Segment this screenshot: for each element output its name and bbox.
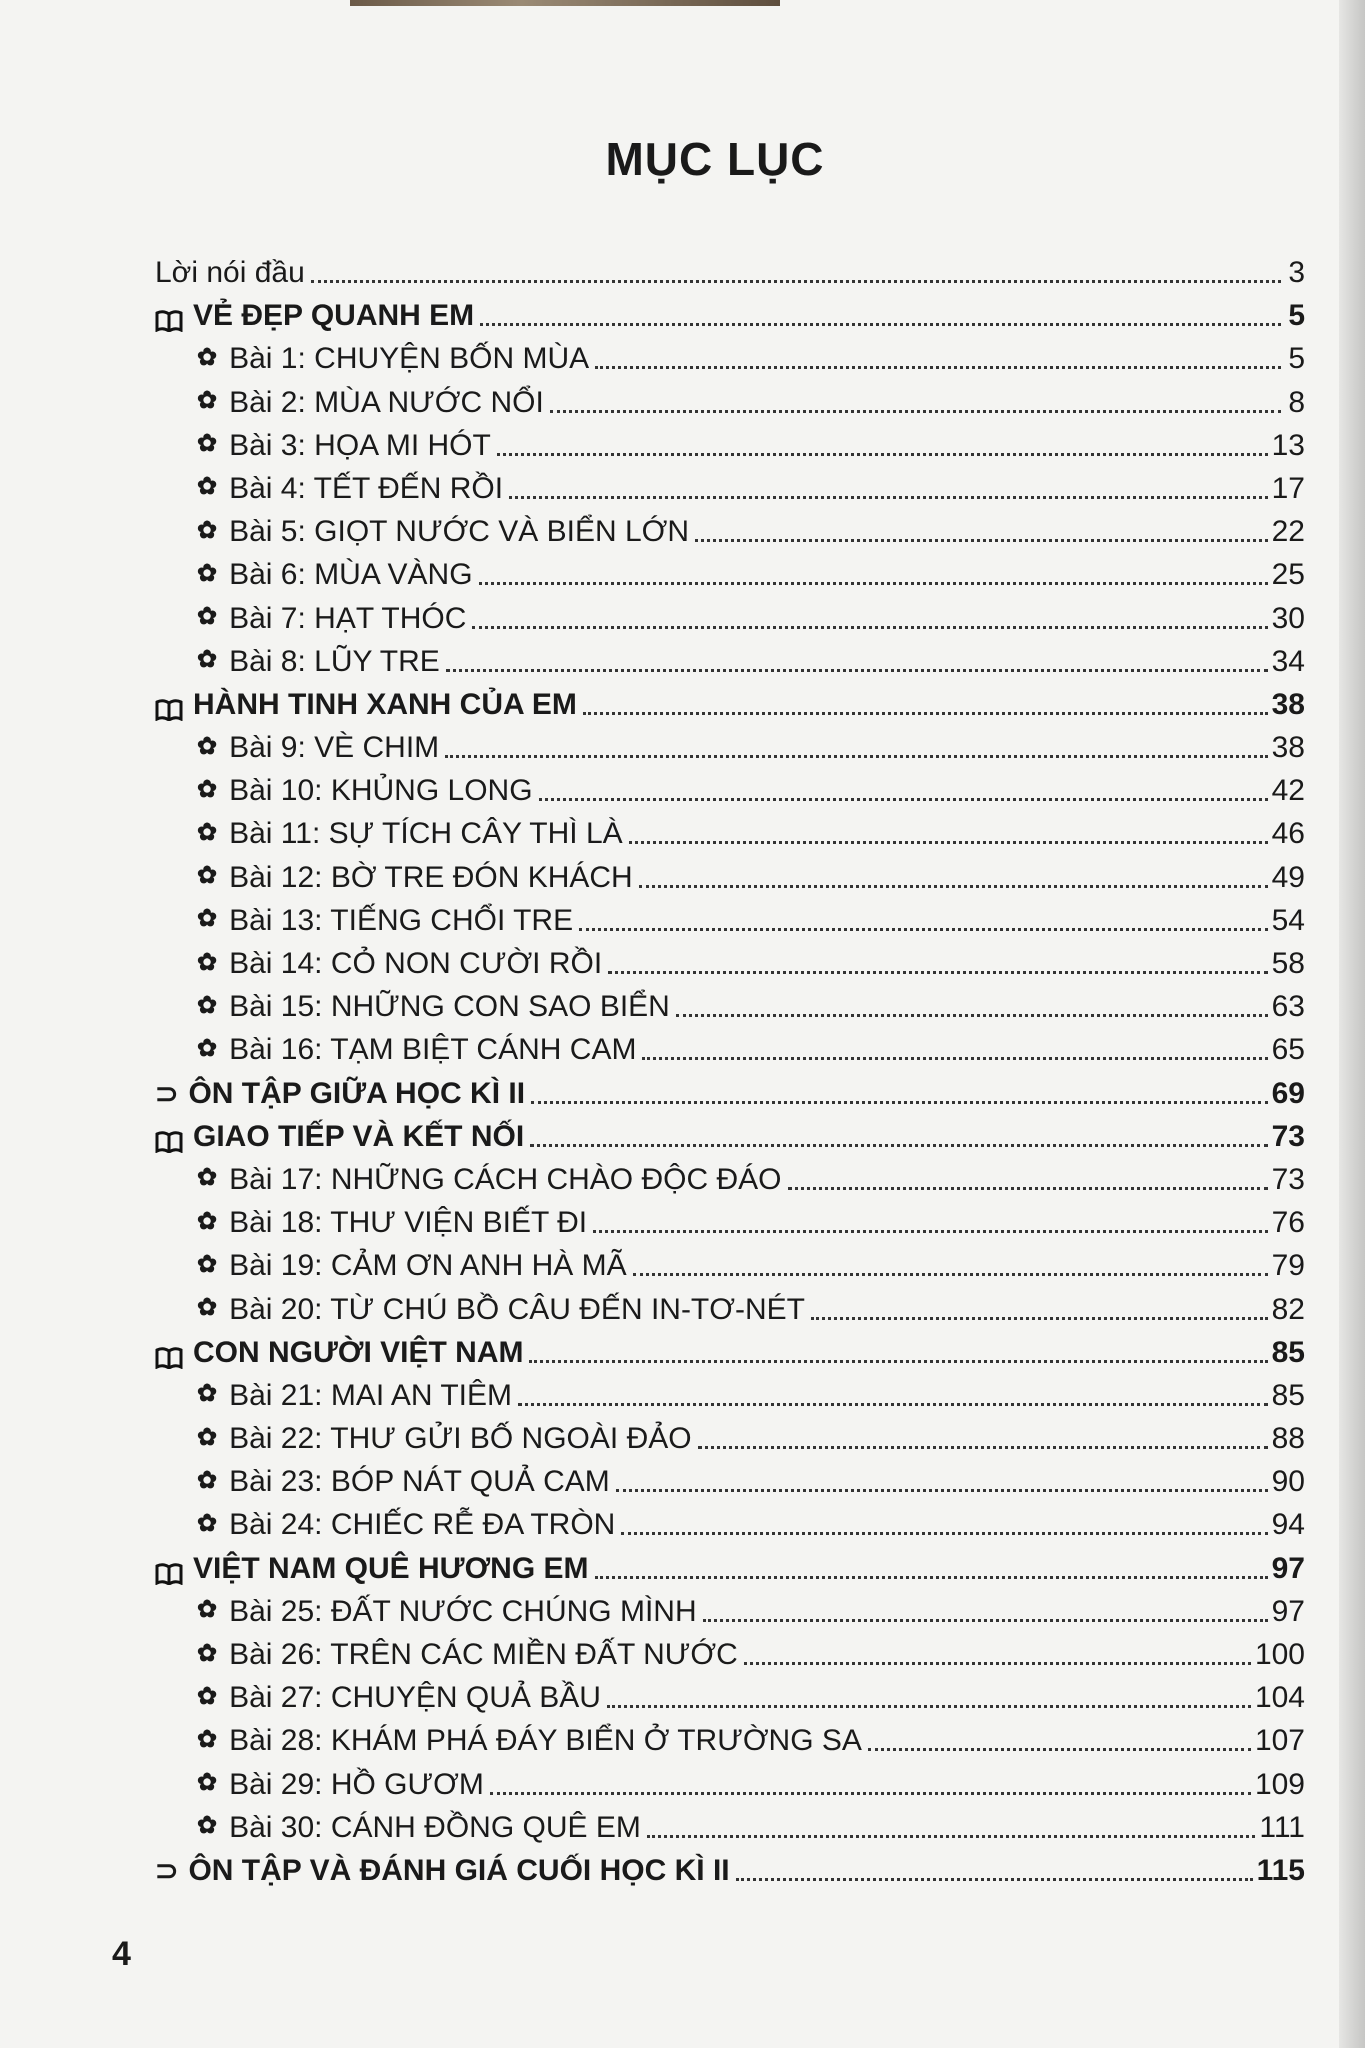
toc-entry-label: Bài 3: HỌA MI HÓT	[229, 428, 491, 462]
toc-page-number: 42	[1271, 774, 1305, 808]
toc-entry	[197, 817, 623, 851]
dot-leader	[868, 1748, 1251, 1751]
flower-icon: ✿	[197, 1769, 218, 1797]
toc-entry-label: Bài 27: CHUYỆN QUẢ BẦU	[229, 1681, 601, 1715]
dot-leader	[529, 1360, 1267, 1363]
toc-page-number: 3	[1288, 256, 1305, 289]
flower-icon: ✿	[197, 430, 218, 458]
flower-icon: ✿	[197, 732, 218, 760]
flower-icon: ✿	[197, 1294, 218, 1321]
toc-entry	[197, 1638, 738, 1672]
dot-leader	[583, 712, 1268, 715]
book-icon	[155, 695, 183, 717]
dot-leader	[633, 1273, 1268, 1276]
flower-icon: ✿	[197, 775, 218, 803]
flower-icon: ✿	[197, 1250, 218, 1278]
dot-leader	[497, 453, 1268, 456]
table-of-contents	[155, 222, 1305, 1888]
toc-row-lesson	[155, 1370, 1305, 1413]
flower-icon: ✿	[197, 603, 218, 630]
toc-page-number: 5	[1288, 342, 1305, 376]
toc-entry-label: Bài 19: CẢM ƠN ANH HÀ MÃ	[229, 1249, 627, 1283]
dot-leader	[607, 1705, 1251, 1708]
toc-row-lesson	[155, 1758, 1305, 1801]
toc-row-lesson	[155, 895, 1305, 938]
toc-row-lesson	[155, 938, 1305, 981]
toc-entry	[197, 1163, 782, 1197]
toc-entry-label: Bài 20: TỪ CHÚ BỒ CÂU ĐẾN IN-TƠ-NÉT	[229, 1292, 805, 1326]
toc-entry-label: Lời nói đầu	[155, 256, 305, 289]
book-icon	[155, 1559, 183, 1581]
toc-entry-label: Bài 30: CÁNH ĐỒNG QUÊ EM	[229, 1810, 641, 1844]
flower-icon: ✿	[197, 1596, 218, 1624]
toc-entry-label: Bài 24: CHIẾC RỄ ĐA TRÒN	[229, 1508, 616, 1542]
toc-entry-label: Bài 7: HẠT THÓC	[229, 601, 467, 635]
toc-page-number: 58	[1271, 947, 1305, 980]
flower-icon: ✿	[197, 516, 218, 544]
flower-icon: ✿	[197, 862, 218, 890]
toc-entry-label: Bài 10: KHỦNG LONG	[229, 774, 533, 808]
dot-leader	[509, 496, 1268, 499]
toc-entry	[197, 1595, 697, 1629]
dot-leader	[642, 1057, 1267, 1060]
toc-page-number: 85	[1271, 1335, 1305, 1369]
toc-entry-label: Bài 15: NHỮNG CON SAO BIỂN	[229, 990, 670, 1024]
toc-page-number: 69	[1271, 1076, 1305, 1110]
flower-icon: ✿	[197, 473, 218, 501]
toc-entry-label: Bài 14: CỎ NON CƯỜI RỒI	[229, 947, 603, 980]
toc-row-lesson	[155, 420, 1305, 463]
flower-icon: ✿	[197, 1423, 218, 1451]
toc-entry	[197, 904, 573, 938]
arrow-icon: ⊃	[155, 1078, 179, 1110]
toc-entry	[155, 1120, 524, 1154]
toc-entry-label: Bài 9: VÈ CHIM	[229, 731, 440, 765]
toc-entry	[197, 731, 439, 765]
toc-entry	[197, 342, 589, 376]
toc-entry	[197, 472, 503, 506]
toc-entry-label: Bài 23: BÓP NÁT QUẢ CAM	[229, 1465, 610, 1499]
toc-page-number: 49	[1271, 860, 1305, 894]
toc-page-number: 22	[1271, 515, 1305, 549]
toc-row-lesson	[155, 1283, 1305, 1326]
toc-page-number: 34	[1271, 644, 1305, 678]
flower-icon: ✿	[197, 1466, 218, 1494]
toc-page-number: 25	[1271, 558, 1305, 592]
toc-page-number: 107	[1254, 1724, 1305, 1758]
flower-icon: ✿	[197, 818, 218, 846]
flower-icon: ✿	[197, 1639, 218, 1667]
dot-leader	[550, 410, 1281, 413]
toc-entry	[197, 645, 440, 679]
dot-leader	[698, 1446, 1268, 1449]
toc-entry	[197, 1811, 641, 1845]
dot-leader	[518, 1403, 1268, 1406]
toc-page-number: 104	[1254, 1681, 1305, 1715]
flower-icon: ✿	[197, 1380, 218, 1408]
toc-page-number: 17	[1271, 471, 1305, 505]
dot-leader	[445, 755, 1267, 758]
toc-row-lesson	[155, 592, 1305, 635]
toc-row-lesson	[155, 722, 1305, 765]
dot-leader	[647, 1835, 1256, 1838]
dot-leader	[703, 1619, 1268, 1622]
toc-entry	[197, 1379, 512, 1413]
toc-entry-label: Bài 26: TRÊN CÁC MIỀN ĐẤT NƯỚC	[229, 1638, 738, 1671]
flower-icon: ✿	[197, 1207, 218, 1235]
toc-entry	[197, 429, 491, 463]
toc-row-lesson	[155, 1024, 1305, 1067]
toc-entry	[197, 515, 689, 549]
book-icon	[155, 306, 183, 328]
toc-row-lesson	[155, 636, 1305, 679]
toc-page-number: 54	[1271, 903, 1305, 937]
toc-page-number: 76	[1271, 1206, 1305, 1240]
toc-entry-label: Bài 6: MÙA VÀNG	[229, 558, 473, 592]
toc-entry-label: ÔN TẬP GIỮA HỌC KÌ II	[188, 1076, 526, 1110]
toc-row-lesson	[155, 1456, 1305, 1499]
toc-entry-label: Bài 1: CHUYỆN BỐN MÙA	[229, 342, 590, 376]
toc-entry-label: Bài 2: MÙA NƯỚC NỔI	[229, 385, 544, 419]
toc-entry	[197, 1508, 615, 1542]
dot-leader	[788, 1187, 1268, 1190]
toc-entry-label: GIAO TIẾP VÀ KẾT NỐI	[193, 1119, 525, 1153]
dot-leader	[736, 1878, 1253, 1881]
dot-leader	[616, 1489, 1268, 1492]
toc-entry-label: Bài 4: TẾT ĐẾN RỒI	[229, 471, 504, 505]
toc-entry	[197, 1422, 692, 1456]
toc-row-section	[155, 679, 1305, 722]
toc-page-number: 63	[1271, 990, 1305, 1024]
toc-page-number: 90	[1271, 1465, 1305, 1499]
toc-entry	[197, 1465, 610, 1499]
toc-page-number: 73	[1271, 1162, 1305, 1196]
toc-row-lesson	[155, 851, 1305, 894]
toc-entry	[197, 1293, 805, 1327]
dot-leader	[608, 971, 1267, 974]
book-icon	[155, 1343, 183, 1365]
dot-leader	[311, 280, 1281, 283]
toc-entry-label: HÀNH TINH XANH CỦA EM	[193, 687, 577, 721]
toc-page-number: 97	[1271, 1551, 1305, 1585]
toc-page-number: 82	[1271, 1292, 1305, 1326]
toc-entry	[155, 1854, 730, 1888]
toc-page-number: 79	[1271, 1249, 1305, 1283]
dot-leader	[539, 798, 1268, 801]
toc-row-lesson	[155, 1240, 1305, 1283]
toc-entry	[197, 1249, 627, 1283]
dot-leader	[490, 1792, 1251, 1795]
flower-icon: ✿	[197, 991, 218, 1019]
toc-page-number: 85	[1271, 1378, 1305, 1412]
toc-entry-label: Bài 28: KHÁM PHÁ ĐÁY BIỂN Ở TRƯỜNG SA	[229, 1724, 862, 1758]
toc-row-section	[155, 290, 1305, 333]
toc-page-number: 8	[1288, 385, 1305, 419]
toc-row-lesson	[155, 1802, 1305, 1845]
toc-entry	[197, 558, 473, 592]
dot-leader	[639, 885, 1268, 888]
toc-entry-label: ÔN TẬP VÀ ĐÁNH GIÁ CUỐI HỌC KÌ II	[188, 1853, 730, 1887]
toc-entry-label: VẺ ĐẸP QUANH EM	[193, 299, 475, 333]
flower-icon: ✿	[197, 1509, 218, 1537]
toc-entry	[197, 774, 533, 808]
toc-row-lesson	[155, 1499, 1305, 1542]
flower-icon: ✿	[197, 1682, 218, 1710]
toc-page-number: 97	[1271, 1594, 1305, 1628]
toc-entry	[197, 1033, 636, 1067]
toc-row-lesson	[155, 1586, 1305, 1629]
toc-entry	[197, 990, 670, 1024]
flower-icon: ✿	[197, 905, 218, 933]
dot-leader	[676, 1014, 1268, 1017]
page-number: 4	[112, 1935, 131, 1973]
flower-icon: ✿	[197, 343, 218, 371]
toc-entry	[197, 1768, 484, 1802]
page-title: MỤC LỤC	[605, 133, 825, 185]
toc-entry-label: Bài 8: LŨY TRE	[229, 644, 440, 678]
toc-page-number: 94	[1271, 1508, 1305, 1542]
toc-entry-label: Bài 29: HỒ GƯƠM	[229, 1767, 484, 1801]
toc-page-number: 65	[1271, 1033, 1305, 1067]
toc-row-lesson	[155, 1715, 1305, 1758]
flower-icon: ✿	[197, 387, 218, 415]
toc-entry	[197, 1206, 587, 1240]
toc-row-lesson	[155, 1154, 1305, 1197]
toc-row-lesson	[155, 333, 1305, 376]
toc-entry	[155, 1336, 523, 1370]
dot-leader	[531, 1101, 1268, 1104]
toc-entry	[155, 688, 577, 722]
toc-row-section	[155, 1067, 1305, 1110]
dot-leader	[530, 1144, 1267, 1147]
dot-leader	[629, 841, 1268, 844]
toc-page-number: 73	[1271, 1119, 1305, 1153]
toc-page-number: 109	[1254, 1767, 1305, 1801]
toc-entry-label: Bài 18: THƯ VIỆN BIẾT ĐI	[229, 1206, 588, 1240]
toc-entry-label: Bài 12: BỜ TRE ĐÓN KHÁCH	[229, 860, 633, 894]
dot-leader	[579, 928, 1268, 931]
toc-entry	[155, 299, 474, 333]
toc-entry-label: CON NGƯỜI VIỆT NAM	[193, 1335, 524, 1369]
flower-icon: ✿	[197, 1164, 218, 1192]
toc-row-lesson	[155, 506, 1305, 549]
toc-row-lesson	[155, 765, 1305, 808]
toc-row-lesson	[155, 1413, 1305, 1456]
toc-page-number: 13	[1271, 428, 1305, 462]
toc-entry	[197, 386, 544, 420]
toc-entry-label: Bài 16: TẠM BIỆT CÁNH CAM	[229, 1033, 637, 1067]
toc-row-lesson	[155, 1629, 1305, 1672]
dot-leader	[479, 582, 1268, 585]
toc-page-number: 88	[1271, 1422, 1305, 1456]
toc-entry-label: Bài 11: SỰ TÍCH CÂY THÌ LÀ	[229, 817, 623, 851]
toc-entry	[197, 602, 466, 636]
toc-entry	[197, 1724, 862, 1758]
flower-icon: ✿	[197, 646, 218, 674]
toc-row-lesson	[155, 1197, 1305, 1240]
toc-row-section	[155, 1327, 1305, 1370]
arrow-icon: ⊃	[155, 1855, 179, 1887]
toc-page-number: 5	[1288, 299, 1305, 333]
toc-page-number: 100	[1254, 1638, 1305, 1671]
flower-icon: ✿	[197, 1725, 218, 1753]
toc-row-section	[155, 1111, 1305, 1154]
toc-row-lesson	[155, 1672, 1305, 1715]
dot-leader	[744, 1662, 1251, 1665]
toc-row-lesson	[155, 463, 1305, 506]
dot-leader	[595, 366, 1281, 369]
toc-page-number: 38	[1271, 731, 1305, 765]
toc-row-lesson	[155, 549, 1305, 592]
flower-icon: ✿	[197, 1034, 218, 1062]
toc-entry-label: Bài 21: MAI AN TIÊM	[229, 1378, 512, 1412]
dot-leader	[595, 1576, 1268, 1579]
toc-entry-label: Bài 22: THƯ GỬI BỐ NGOÀI ĐẢO	[229, 1422, 692, 1456]
dot-leader	[695, 539, 1268, 542]
dot-leader	[811, 1317, 1268, 1320]
toc-entry	[197, 861, 633, 895]
toc-page-number: 30	[1271, 601, 1305, 635]
toc-entry	[155, 256, 305, 290]
toc-row-section	[155, 1845, 1305, 1888]
flower-icon: ✿	[197, 1812, 218, 1840]
toc-page-number: 38	[1271, 687, 1305, 721]
toc-entry	[155, 1552, 589, 1586]
toc-entry-label: Bài 17: NHỮNG CÁCH CHÀO ĐỘC ĐÁO	[229, 1162, 782, 1196]
dot-leader	[593, 1230, 1268, 1233]
toc-page-number: 115	[1256, 1853, 1305, 1887]
toc-row-intro	[155, 222, 1305, 290]
flower-icon: ✿	[197, 948, 218, 976]
toc-entry	[197, 947, 602, 981]
toc-page-number: 111	[1259, 1810, 1305, 1844]
toc-entry	[197, 1681, 601, 1715]
toc-row-lesson	[155, 376, 1305, 419]
dot-leader	[480, 323, 1281, 326]
toc-entry-label: VIỆT NAM QUÊ HƯƠNG EM	[193, 1551, 589, 1585]
toc-row-lesson	[155, 808, 1305, 851]
dot-leader	[621, 1532, 1267, 1535]
toc-row-section	[155, 1542, 1305, 1585]
page-right-edge-shadow	[1339, 0, 1365, 2048]
dot-leader	[446, 669, 1268, 672]
toc-page-number: 46	[1271, 817, 1305, 851]
toc-entry-label: Bài 13: TIẾNG CHỔI TRE	[229, 903, 574, 937]
flower-icon: ✿	[197, 559, 218, 587]
toc-entry-label: Bài 5: GIỌT NƯỚC VÀ BIỂN LỚN	[229, 515, 690, 549]
toc-entry-label: Bài 25: ĐẤT NƯỚC CHÚNG MÌNH	[229, 1594, 697, 1628]
page-top-edge	[350, 0, 780, 6]
book-icon	[155, 1127, 183, 1149]
dot-leader	[472, 626, 1267, 629]
toc-row-lesson	[155, 981, 1305, 1024]
toc-entry	[155, 1077, 525, 1111]
